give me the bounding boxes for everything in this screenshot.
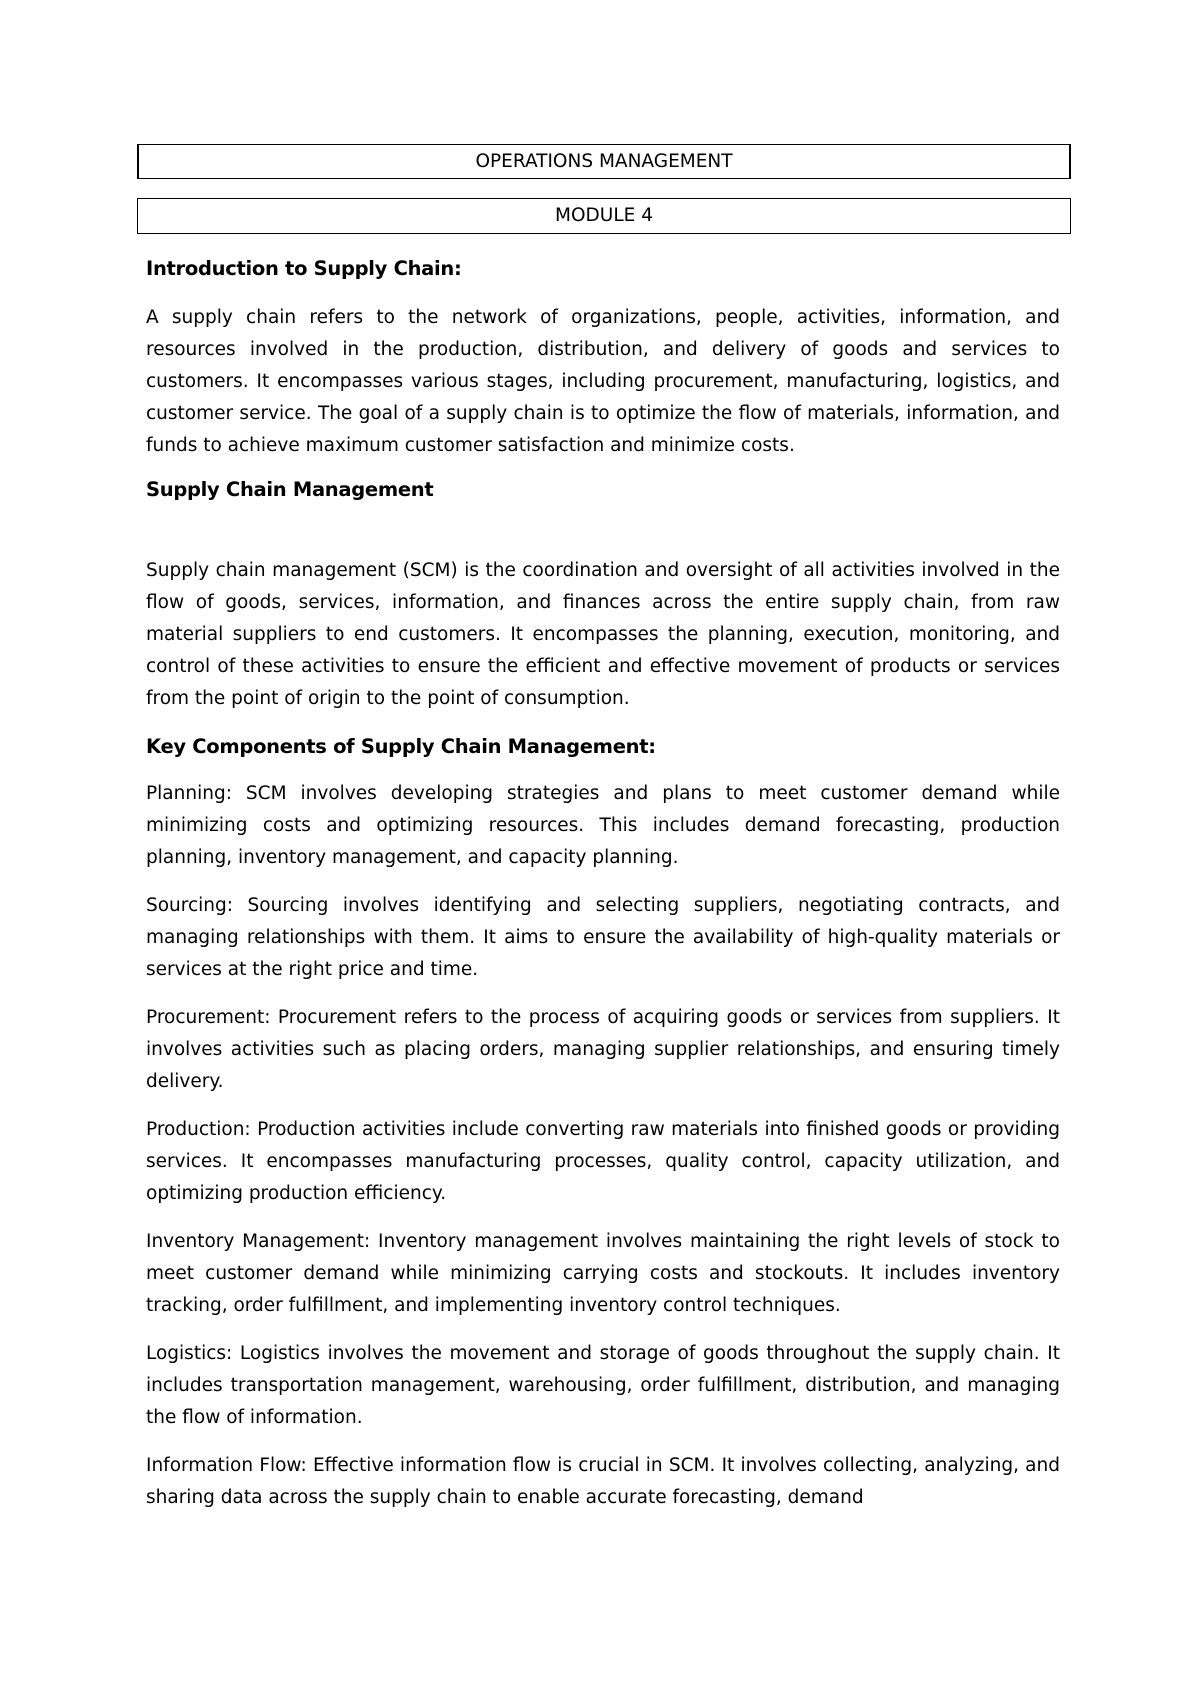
intro-paragraph: A supply chain refers to the network of organizations, people, activities, information, and resources involved in the production, distribution, and delivery of goods and services to customers. It encompasses various stages, including procurement, manufacturing, logistics, and customer service. The goal of a supply chain is to optimize the flow of materials, information, and funds to achieve maximum customer satisfaction and minimize costs.: [146, 307, 1060, 456]
component-planning: Planning: SCM involves developing strategies and plans to meet customer demand while minimizing costs and optimizing resources. This includes demand forecasting, production planning, inventory management, and capacity planning.: [146, 783, 1060, 868]
scm-heading: Supply Chain Management: [146, 478, 434, 501]
module-label: MODULE 4: [555, 205, 653, 226]
component-inventory-management: Inventory Management: Inventory management involves maintaining the right levels of stock to meet customer demand while minimizing carrying costs and stockouts. It includes inventory tracking, order fulfillment, and implementing inventory control techniques.: [146, 1231, 1060, 1316]
intro-heading: Introduction to Supply Chain:: [146, 257, 462, 280]
component-logistics: Logistics: Logistics involves the movement and storage of goods throughout the supply chain. It includes transportation management, warehousing, order fulfillment, distribution, and managing the flow of information.: [146, 1343, 1060, 1428]
key-components-heading: Key Components of Supply Chain Management:: [146, 735, 656, 758]
module-box: [137, 198, 1071, 234]
component-production: Production: Production activities include converting raw materials into finished goods or providing services. It encompasses manufacturing processes, quality control, capacity utilization, and optimizing production efficiency.: [146, 1119, 1060, 1204]
component-information-flow: Information Flow: Effective information flow is crucial in SCM. It involves collecting, analyzing, and sharing data across the supply chain to enable accurate forecasting, demand: [146, 1455, 1060, 1508]
box-left-edge: [137, 144, 139, 179]
component-procurement: Procurement: Procurement refers to the process of acquiring goods or services from suppliers. It involves activities such as placing orders, managing supplier relationships, and ensuring timely delivery.: [146, 1007, 1060, 1092]
course-title: OPERATIONS MANAGEMENT: [475, 151, 733, 172]
document-body: [146, 253, 1060, 1514]
scm-paragraph: Supply chain management (SCM) is the coordination and oversight of all activities involved in the flow of goods, services, information, and finances across the entire supply chain, from raw material suppliers to end customers. It encompasses the planning, execution, monitoring, and control of these activities to ensure the efficient and effective movement of products or services from the point of origin to the point of consumption.: [146, 560, 1060, 709]
component-sourcing: Sourcing: Sourcing involves identifying and selecting suppliers, negotiating contracts, and managing relationships with them. It aims to ensure the availability of high-quality materials or services at the right price and time.: [146, 895, 1060, 980]
course-title-box: [137, 144, 1071, 179]
box-right-edge: [1069, 144, 1071, 179]
